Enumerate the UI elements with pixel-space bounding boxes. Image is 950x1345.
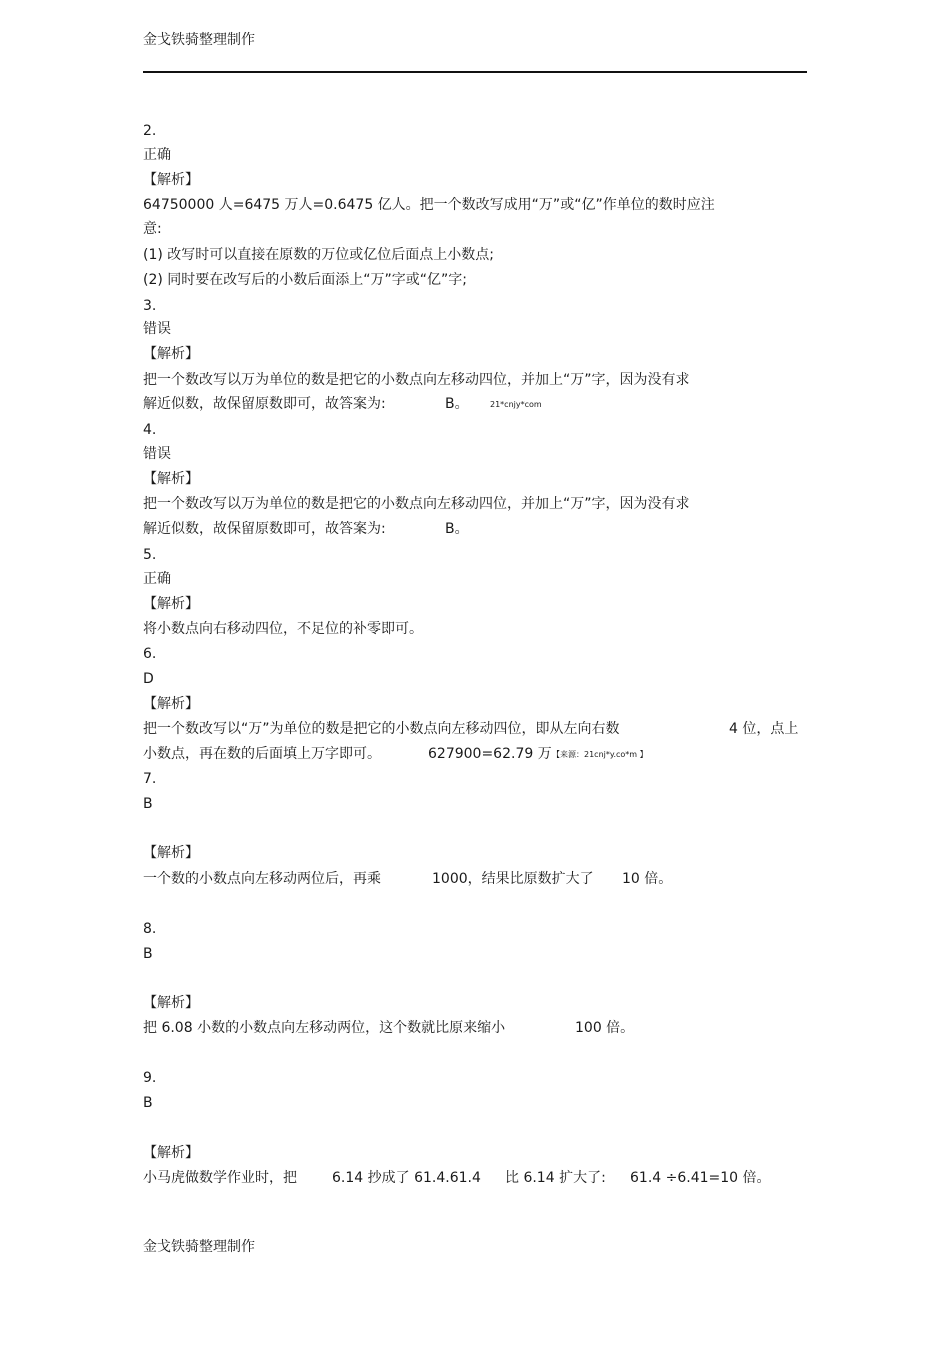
question-7-analysis-middle: 1000，结果比原数扩大了 xyxy=(432,871,594,887)
watermark-text: 21*cnjy*com xyxy=(490,400,542,409)
question-3-analysis-label: 【解析】 xyxy=(143,346,199,362)
question-2-number: 2. xyxy=(143,123,157,139)
question-4-answer: 错误 xyxy=(143,446,171,462)
question-4-analysis-line-1: 把一个数改写以万为单位的数是把它的小数点向左移动四位，并加上“万”字，因为没有求 xyxy=(143,496,690,512)
question-8-answer: B xyxy=(143,946,153,962)
question-9-analysis-part-4: 61.4 ÷6.41=10 倍。 xyxy=(630,1170,771,1186)
question-9-analysis-line-1: 小马虎做数学作业时，把 xyxy=(143,1170,297,1186)
question-4-analysis-line-2: 解近似数，故保留原数即可，故答案为: xyxy=(143,521,386,537)
question-5-number: 5. xyxy=(143,547,157,563)
question-3-number: 3. xyxy=(143,298,157,314)
question-7-analysis-line-1: 一个数的小数点向左移动两位后，再乘 xyxy=(143,871,381,887)
question-3-answer: 错误 xyxy=(143,321,171,337)
question-9-analysis-part-3: 比 6.14 扩大了: xyxy=(505,1170,606,1186)
question-3-analysis-line-1: 把一个数改写以万为单位的数是把它的小数点向左移动四位，并加上“万”字，因为没有求 xyxy=(143,372,690,388)
question-7-number: 7. xyxy=(143,771,157,787)
question-8-analysis-line-1: 把 6.08 小数的小数点向左移动两位，这个数就比原来缩小 xyxy=(143,1020,506,1036)
question-2-answer: 正确 xyxy=(143,147,171,163)
question-7-analysis-label: 【解析】 xyxy=(143,845,199,861)
question-8-number: 8. xyxy=(143,921,157,937)
question-6-number: 6. xyxy=(143,646,157,662)
page-header: 金戈铁骑整理制作 xyxy=(143,32,255,48)
question-9-analysis-label: 【解析】 xyxy=(143,1145,199,1161)
question-2-analysis-line-4: (2) 同时要在改写后的小数后面添上“万”字或“亿”字; xyxy=(143,272,468,288)
source-note: 【来源：21cnj*y.co*m 】 xyxy=(552,750,648,759)
question-2-analysis-label: 【解析】 xyxy=(143,172,199,188)
question-4-number: 4. xyxy=(143,422,157,438)
question-6-analysis-line-1-end: 4 位，点上 xyxy=(729,721,799,737)
question-6-analysis-label: 【解析】 xyxy=(143,696,199,712)
question-8-analysis-label: 【解析】 xyxy=(143,995,199,1011)
question-2-analysis-line-2: 意: xyxy=(143,221,162,237)
question-6-analysis-line-1: 把一个数改写以“万”为单位的数是把它的小数点向左移动四位，即从左向右数 xyxy=(143,721,620,737)
question-3-analysis-line-2: 解近似数，故保留原数即可，故答案为: xyxy=(143,396,386,412)
question-3-final-answer: B。 xyxy=(445,396,469,412)
header-rule xyxy=(143,71,807,73)
question-7-analysis-end: 10 倍。 xyxy=(622,871,673,887)
question-2-analysis-line-3: (1) 改写时可以直接在原数的万位或亿位后面点上小数点; xyxy=(143,247,494,263)
question-5-analysis-label: 【解析】 xyxy=(143,596,199,612)
question-9-analysis-part-2: 6.14 抄成了 61.4.61.4 xyxy=(332,1170,481,1186)
page-footer: 金戈铁骑整理制作 xyxy=(143,1239,255,1255)
question-4-final-answer: B。 xyxy=(445,521,469,537)
question-9-number: 9. xyxy=(143,1070,157,1086)
question-5-analysis-line-1: 将小数点向右移动四位，不足位的补零即可。 xyxy=(143,621,423,637)
question-9-answer: B xyxy=(143,1095,153,1111)
question-6-analysis-line-2: 小数点，再在数的后面填上万字即可。 xyxy=(143,746,381,762)
question-4-analysis-label: 【解析】 xyxy=(143,471,199,487)
question-6-analysis-equation: 627900=62.79 万 xyxy=(428,746,552,762)
question-5-answer: 正确 xyxy=(143,571,171,587)
question-2-analysis-line-1: 64750000 人=6475 万人=0.6475 亿人。把一个数改写成用“万”或“亿”作单位的数时应注 xyxy=(143,197,715,213)
question-6-answer: D xyxy=(143,671,154,687)
question-8-analysis-end: 100 倍。 xyxy=(575,1020,635,1036)
question-7-answer: B xyxy=(143,796,153,812)
